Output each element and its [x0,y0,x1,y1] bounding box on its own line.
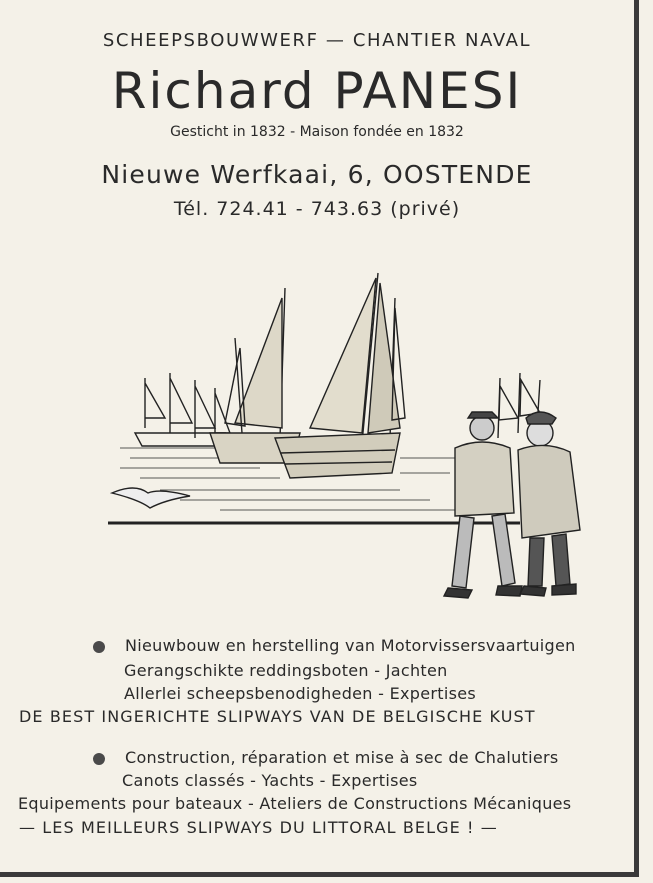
services-fr-line2: Canots classés - Yachts - Expertises [122,771,418,790]
address-line: Nieuwe Werfkaai, 6, OOSTENDE [101,160,533,189]
middle-ship [210,288,300,463]
company-type: SCHEEPSBOUWWERF — CHANTIER NAVAL [102,30,532,51]
bullet-nl-icon [93,641,105,653]
services-nl-line2: Gerangschikte reddingsboten - Jachten [124,661,448,680]
fisherman-back [444,412,522,598]
founded-line: Gesticht in 1832 - Maison fondée en 1832 [170,124,464,140]
company-name: Richard PANESI [111,62,523,120]
page-frame-right [634,0,639,876]
services-nl-line1: Nieuwbouw en herstelling van Motorvissersvaartuigen [125,636,576,655]
services-nl-line3: Allerlei scheepsbenodigheden - Expertises [124,684,476,703]
seagull [112,488,190,508]
services-fr-line3: Equipements pour bateaux - Ateliers de Constructions Mécaniques [18,794,572,813]
slogan-nl: DE BEST INGERICHTE SLIPWAYS VAN DE BELGISCHE KUST [19,707,536,726]
services-fr-line1: Construction, réparation et mise à sec de Chalutiers [125,748,559,767]
fisherman-front [518,412,580,596]
bullet-fr-icon [93,753,105,765]
slogan-fr: — LES MEILLEURS SLIPWAYS DU LITTORAL BELGE ! — [19,818,498,837]
phone-line: Tél. 724.41 - 743.63 (privé) [173,198,461,220]
page-frame-bottom [0,872,639,877]
harbor-ships-illustration [100,268,600,613]
main-ship [275,273,405,478]
